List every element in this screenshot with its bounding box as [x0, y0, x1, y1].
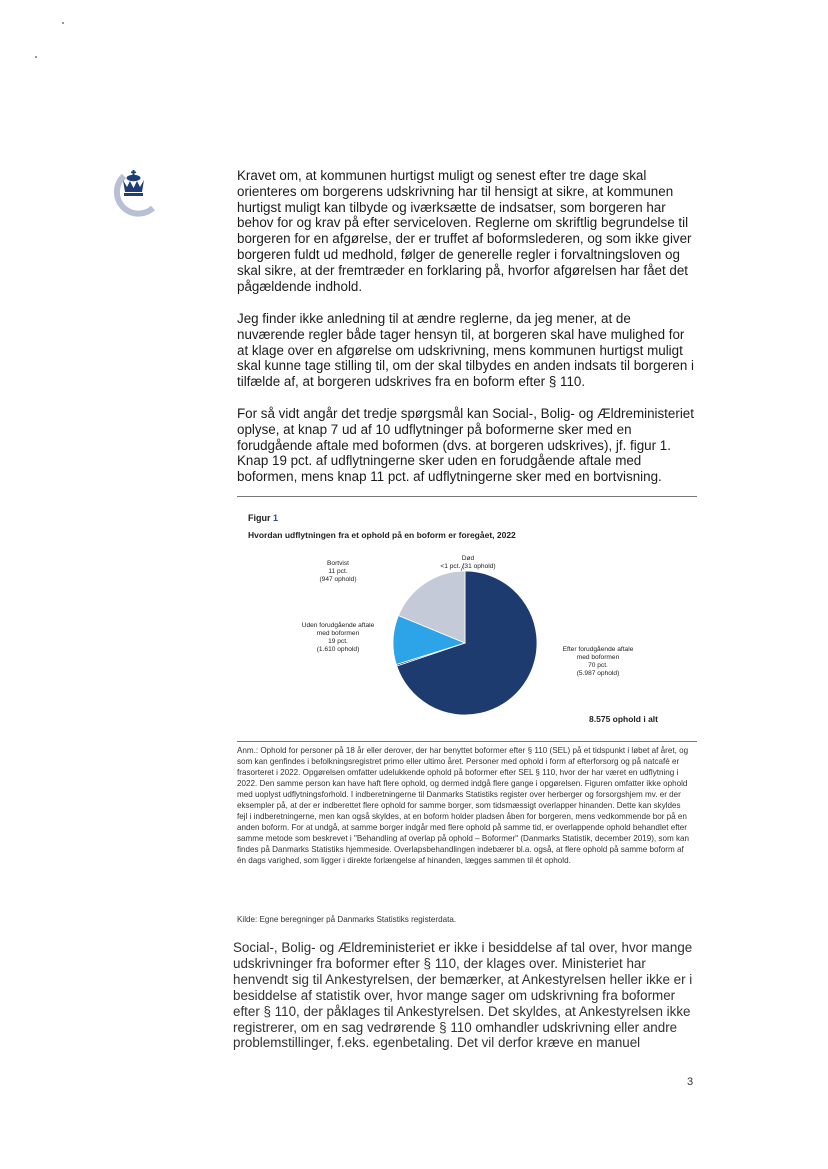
- slice-label-bortvist: [298, 560, 378, 584]
- slice-label-line: 70 pct.: [588, 662, 608, 669]
- body-paragraph-4: Social-, Bolig- og Ældreministeriet er ikke i besiddelse af tal over, hvor mange udskrivninger fra boformer efter § 110, der klages over. Ministeriet har henvendt sig til Ankestyrelsen, der bemærker, at Ankestyrelsen heller ikke er i besiddelse af statistik over, hvor mange sager om udskrivning fra boformer efter § 110, der påklages til Ankestyrelsen. Det skyldes, at Ankestyrelsen ikke registrerer, om en sag vedrørende § 110 omhandler udskrivning eller andre problemstillinger, f.eks. egenbetaling. Det vil derfor kræve en manuel: [233, 940, 693, 1051]
- slice-label-line: Efter forudgående aftale: [562, 646, 634, 653]
- slice-label-doed: [408, 555, 528, 571]
- slice-label-line: Død: [461, 555, 475, 562]
- slice-label-line: 19 pct.: [328, 638, 348, 645]
- slice-label-line: med boformen: [316, 630, 360, 637]
- slice-label-uden: [278, 622, 398, 654]
- slice-label-line: <1 pct. (31 ophold): [440, 563, 496, 570]
- figure-note: Anm.: Ophold for personer på 18 år eller derover, der har benyttet boformer efter § 110 (SEL) på et tidspunkt i løbet af året, og som kan genfindes i befolkningsregistret primo eller ultimo året. Personer med ophold i form af efterforsorg og på natcafé er frasorteret i 2022. Opgørelsen omfatter udelukkende ophold på boformer efter SEL § 110, hvor der har været en udflytning i 2022. Den samme person kan have haft flere ophold, og dermed indgå flere gange i opgørelsen. Figuren omfatter ikke ophold med uoplyst udflytningsforhold. I indberetningerne til Danmarks Statistiks register over herberger og forsorgshjem mv. er der eksempler på, at der er indberettet flere ophold for samme borger, som tidsmæssigt overlapper hinanden. Dette kan skyldes fejl i indberetningerne, men kan også skyldes, at en boform holder pladsen åben for borgeren, mens vedkommende bor på en anden boform. For at undgå, at samme borger indgår med flere ophold på samme tid, er overlappende ophold behandlet efter samme metode som beskrevet i "Behandling af overlap på ophold – Boformer" (Danmarks Statistik, december 2019), som kan findes på Danmarks Statistiks hjemmeside. Overlapsbehandlingen indebærer bl.a. også, at flere ophold på samme boform af én dags varighed, som ligger i direkte forlængelse af hinanden, lægges sammen til ét ophold.: [237, 746, 690, 866]
- slice-label-efter: [538, 646, 658, 678]
- slice-label-line: (947 ophold): [319, 576, 357, 583]
- slice-label-line: 11 pct.: [328, 568, 348, 575]
- slice-label-line: Bortvist: [327, 560, 349, 567]
- scan-speck: [35, 56, 37, 58]
- figure-number: Figur 1: [248, 513, 279, 523]
- figure-source: Kilde: Egne beregninger på Danmarks Statistiks registerdata.: [237, 915, 457, 924]
- figure-title: Hvordan udflytningen fra et ophold på en boform er foregået, 2022: [248, 530, 516, 540]
- crown-logo-icon: [106, 168, 156, 218]
- figure-total: 8.575 ophold i alt: [589, 714, 658, 724]
- scan-speck: [62, 22, 64, 24]
- page-number: 3: [687, 1076, 694, 1088]
- slice-label-line: med boformen: [576, 654, 620, 661]
- body-paragraph-3: For så vidt angår det tredje spørgsmål kan Social-, Bolig- og Ældreministeriet oplyse, at knap 7 ud af 10 udflytninger på boformerne sker med en forudgående aftale med boformen (dvs. at borgeren udskrives), jf. figur 1. Knap 19 pct. af udflytningerne sker uden en forudgående aftale med boformen, mens knap 11 pct. af udflytningerne sker med en bortvisning.: [237, 406, 694, 485]
- figure-bottom-rule: [237, 741, 697, 742]
- slice-label-line: (5.987 ophold): [576, 670, 620, 677]
- figure-top-rule: [237, 496, 697, 497]
- body-paragraph-1: Kravet om, at kommunen hurtigst muligt og senest efter tre dage skal orienteres om borgerens udskrivning har til hensigt at sikre, at kommunen hurtigst muligt kan tilbyde og iværksætte de indsatser, som borgeren har behov for og krav på efter serviceloven. Reglerne om skriftlig begrundelse til borgeren for en afgørelse, der er truffet af boformslederen, og som ikke giver borgeren fuldt ud medhold, følger de generelle regler i forvaltningsloven og skal sikre, at der fremtræder en forklaring på, hvorfor afgørelsen har fået det pågældende indhold.: [237, 168, 692, 294]
- slice-label-line: Uden forudgående aftale: [301, 622, 375, 629]
- slice-label-line: (1.610 ophold): [316, 646, 360, 653]
- pie-chart: [248, 545, 698, 740]
- body-paragraph-2: Jeg finder ikke anledning til at ændre reglerne, da jeg mener, at de nuværende regler både tager hensyn til, at borgeren skal have mulighed for at klage over en afgørelse om udskrivning, mens kommunen hurtigst muligt skal kunne tage stilling til, om der skal tilbydes en anden indsats til borgeren i tilfælde af, at borgeren udskrives fra en boform efter § 110.: [237, 311, 695, 390]
